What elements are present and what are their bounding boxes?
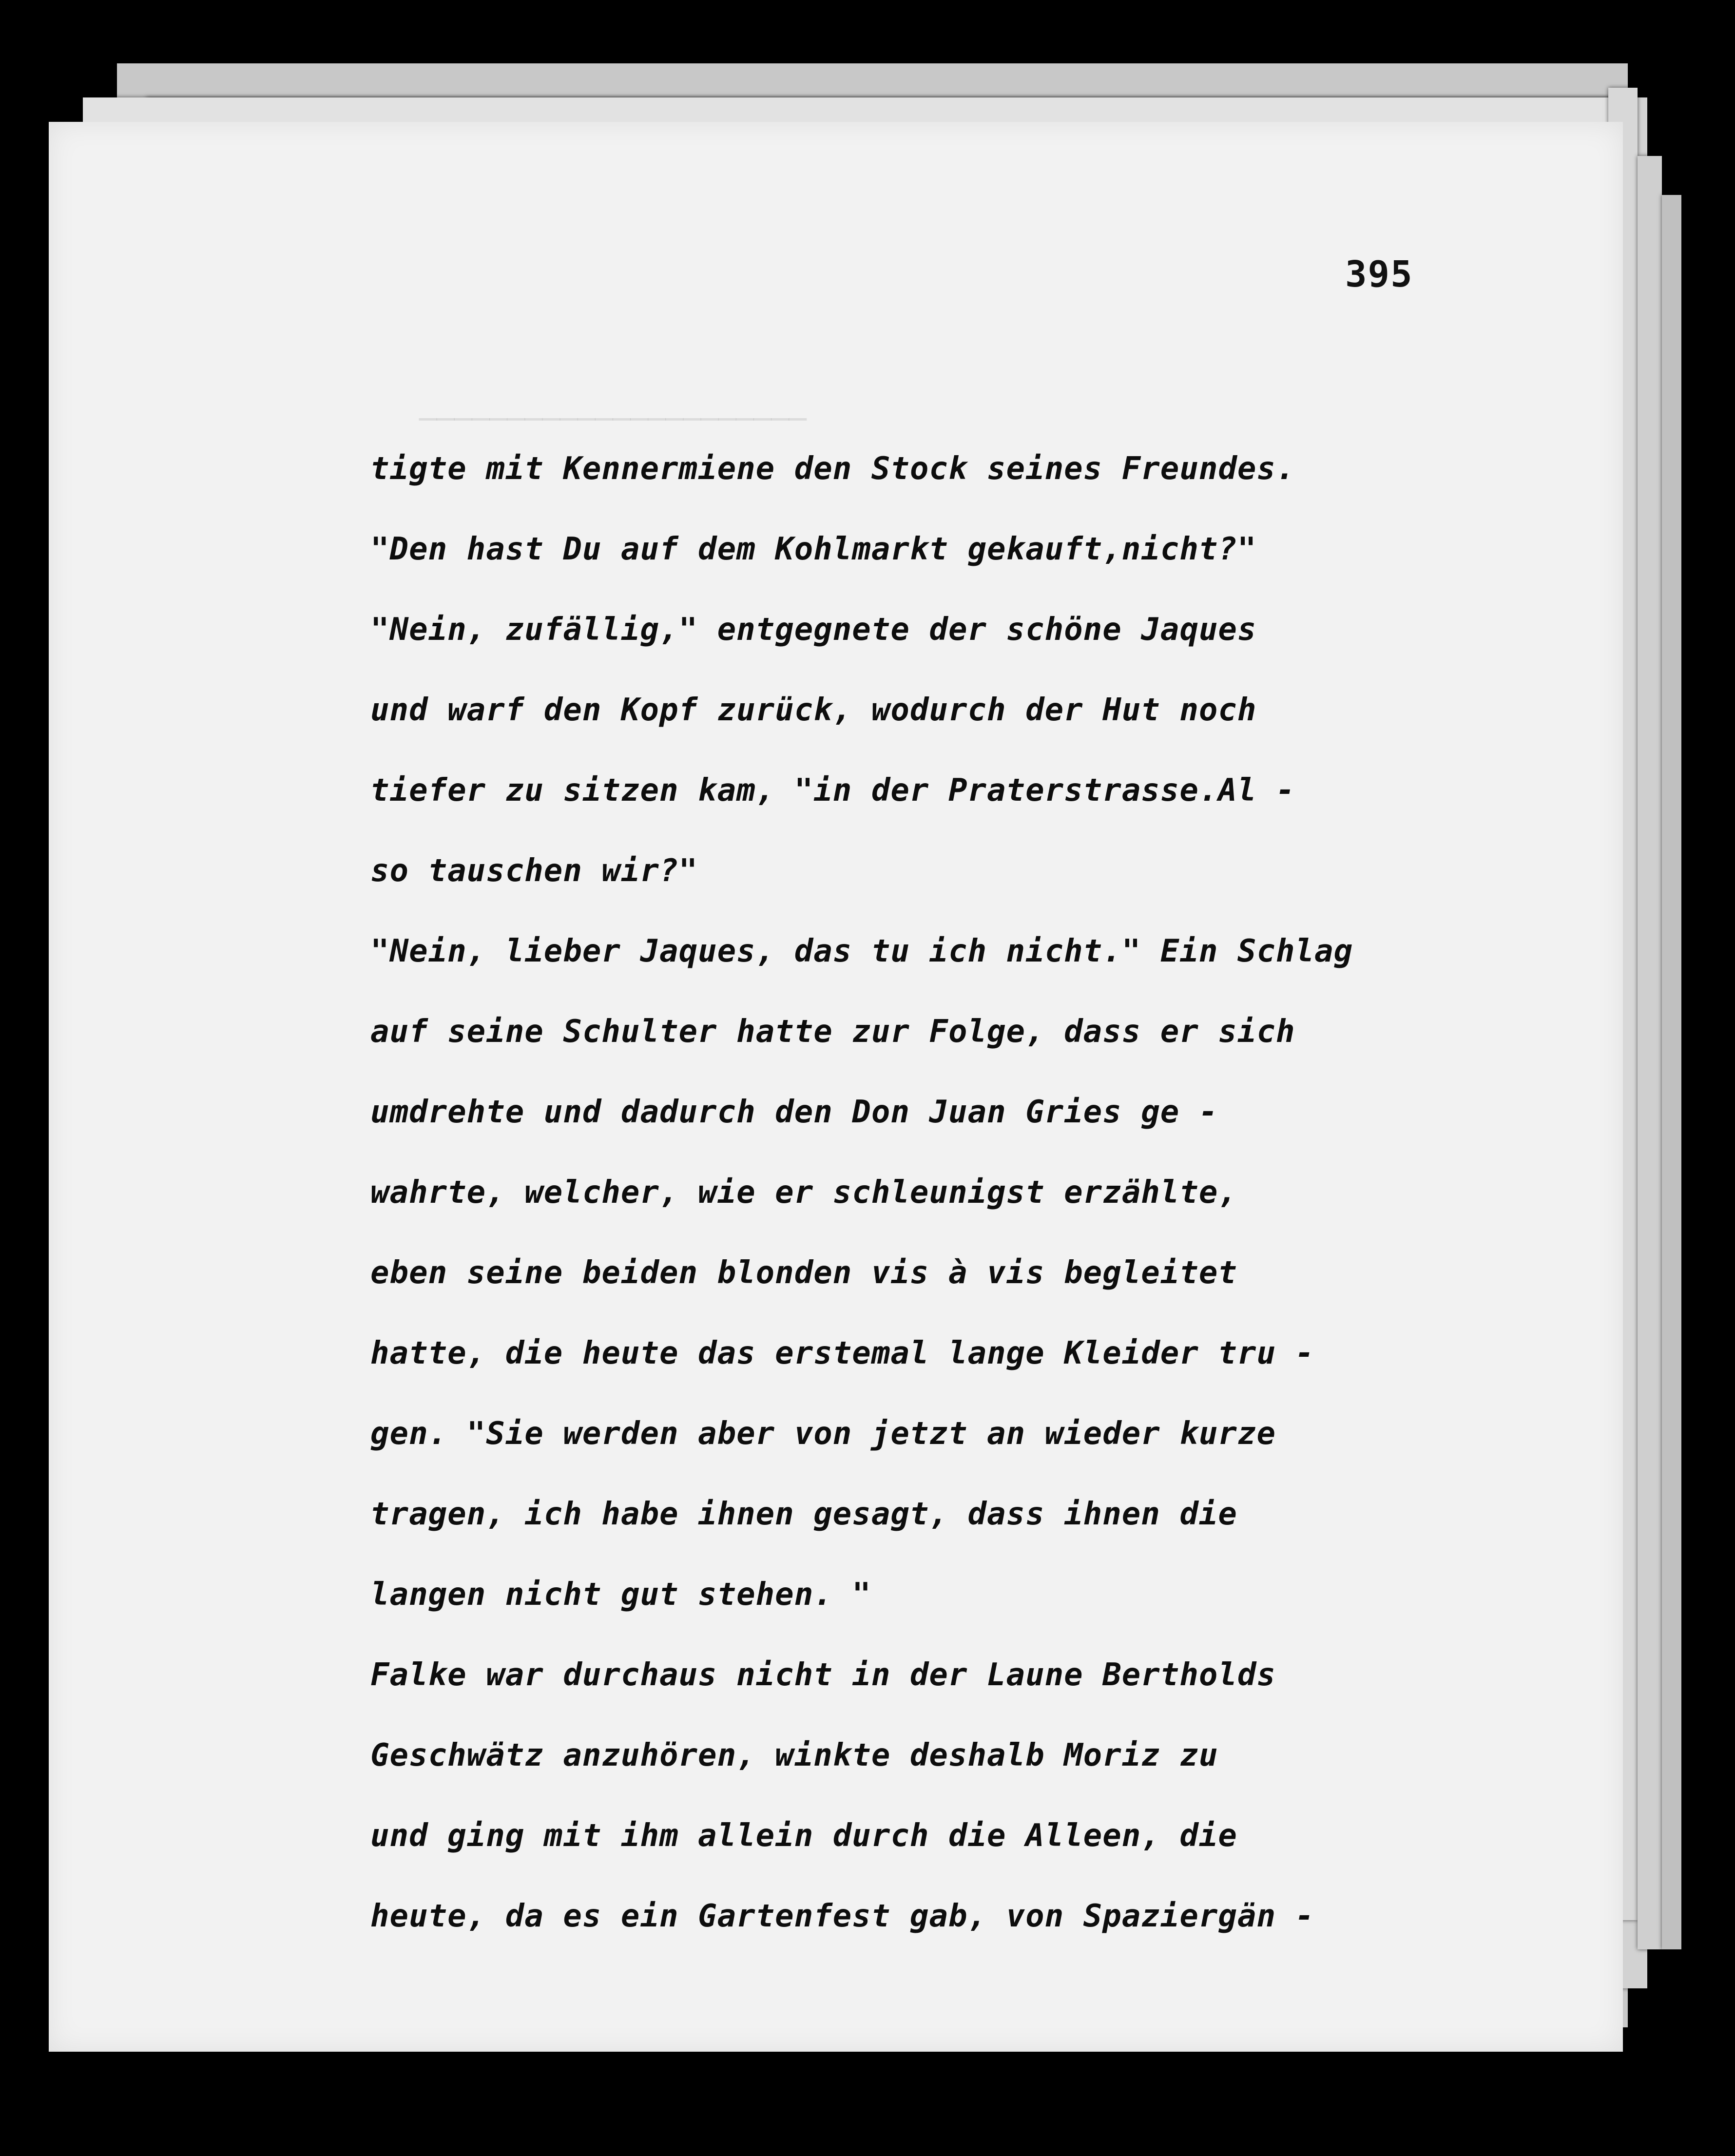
page-number: 395 bbox=[1345, 253, 1413, 295]
text-line: und warf den Kopf zurück, wodurch der Hut noch bbox=[370, 692, 1257, 728]
text-line: "Nein, zufällig," entgegnete der schöne Jaques bbox=[370, 612, 1257, 648]
show-through-texture: ────────────────────── bbox=[419, 403, 807, 437]
text-line: umdrehte und dadurch den Don Juan Gries ge - bbox=[370, 1094, 1218, 1130]
text-line: auf seine Schulter hatte zur Folge, dass er sich bbox=[370, 1014, 1295, 1050]
text-line: hatte, die heute das erstemal lange Kleider tru - bbox=[370, 1335, 1315, 1371]
text-line: und ging mit ihm allein durch die Alleen, die bbox=[370, 1818, 1237, 1854]
body-text bbox=[370, 429, 1589, 1957]
text-line: langen nicht gut stehen. " bbox=[370, 1577, 871, 1613]
text-line: "Den hast Du auf dem Kohlmarkt gekauft,nicht?" bbox=[370, 531, 1257, 567]
text-line: Geschwätz anzuhören, winkte deshalb Moriz zu bbox=[370, 1737, 1218, 1773]
sheet-edge bbox=[1638, 156, 1662, 1949]
text-line: tiefer zu sitzen kam, "in der Praterstrasse.Al - bbox=[370, 772, 1295, 808]
text-line: "Nein, lieber Jaques, das tu ich nicht." Ein Schlag bbox=[370, 933, 1353, 969]
text-line: tigte mit Kennermiene den Stock seines Freundes. bbox=[370, 451, 1295, 487]
text-line: heute, da es ein Gartenfest gab, von Spaziergän - bbox=[370, 1898, 1315, 1934]
text-line: Falke war durchaus nicht in der Laune Bertholds bbox=[370, 1657, 1276, 1693]
text-line: tragen, ich habe ihnen gesagt, dass ihnen die bbox=[370, 1496, 1237, 1532]
text-line: gen. "Sie werden aber von jetzt an wieder kurze bbox=[370, 1416, 1276, 1452]
text-line: so tauschen wir?" bbox=[370, 853, 698, 889]
text-line: wahrte, welcher, wie er schleunigst erzählte, bbox=[370, 1174, 1237, 1211]
sheet-edge bbox=[1662, 195, 1681, 1949]
typewritten-page bbox=[49, 122, 1623, 2052]
text-line: eben seine beiden blonden vis à vis begleitet bbox=[370, 1255, 1237, 1291]
